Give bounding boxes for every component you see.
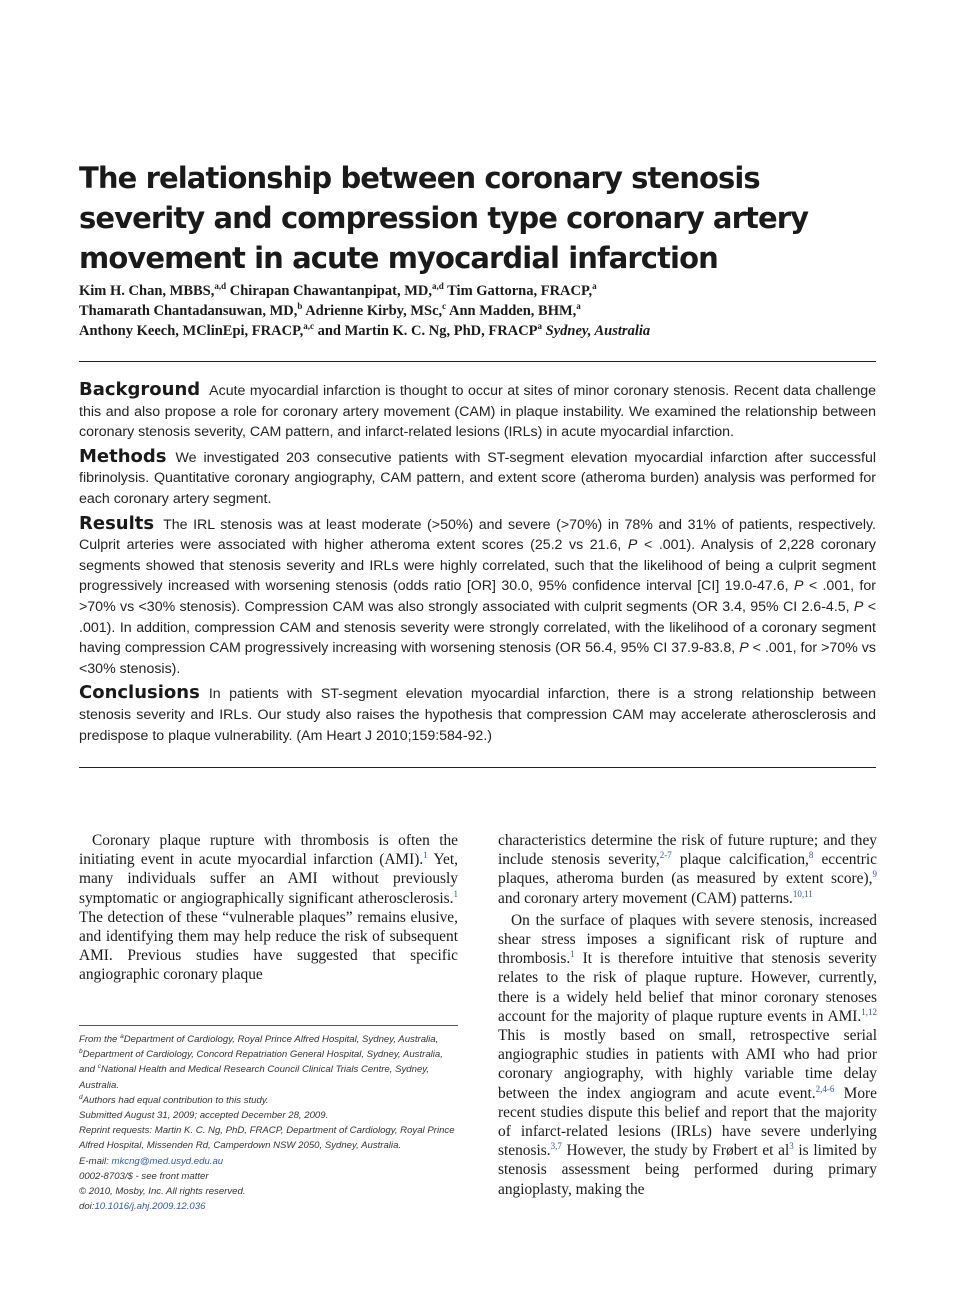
affiliation-mark: b: [297, 301, 303, 312]
affiliation-mark: c: [97, 1063, 101, 1071]
footnote-rule: [79, 1025, 458, 1026]
abstract-bottom-rule: [79, 767, 876, 768]
body-column-right: [498, 831, 877, 1199]
issn-note: 0002-8703/$ - see front matter: [79, 1170, 209, 1182]
reprint-note: Reprint requests: Martin K. C. Ng, PhD, FRACP, Department of Cardiology, Royal Prince Alfred Hospital, Missenden Rd, Camperdown NSW 2050, Sydney, Australia.: [79, 1125, 455, 1152]
affiliation-mark: a: [592, 281, 597, 292]
citation-link[interactable]: 8: [808, 850, 814, 861]
author-name: Chirapan Chawantanpipat, MD,: [226, 283, 432, 299]
body-column-left: [79, 831, 458, 985]
doi-link[interactable]: 10.1016/j.ahj.2009.12.036: [94, 1201, 206, 1213]
body-text: and coronary artery movement (CAM) patterns.: [498, 889, 793, 907]
author-name: Thamarath Chantadansuwan, MD,: [79, 303, 298, 319]
author-name: Kim H. Chan, MBBS,: [79, 283, 215, 299]
footnote-text: E-mail:: [79, 1155, 112, 1167]
footnote-text: Department of Cardiology, Concord Repatriation General Hospital, Sydney, Australia, and: [79, 1049, 443, 1076]
citation-link[interactable]: 1,12: [861, 1006, 877, 1017]
abstract-text: < .001, for >70% vs <30% stenosis).: [79, 640, 876, 677]
footnote-text: doi:: [79, 1201, 95, 1213]
author-name: Tim Gattorna, FRACP,: [443, 283, 593, 299]
abstract-results: [79, 514, 876, 680]
footnote-text: National Health and Medical Research Council Clinical Trials Centre, Sydney, Australia.: [79, 1064, 430, 1091]
author-list: [79, 281, 879, 341]
email-note: [79, 1154, 458, 1169]
citation-link[interactable]: 1: [453, 888, 458, 899]
affiliation-mark: a,c: [303, 321, 314, 332]
abstract: [79, 380, 876, 750]
body-text: eccentric plaques, atheroma burden (as measured by extent score),: [498, 851, 877, 888]
citation-link[interactable]: 3: [789, 1141, 794, 1152]
body-text: Yet, many individuals suffer an AMI without previously symptomatic or angiographically significant atherosclerosis.: [79, 851, 458, 907]
abstract-text: Acute myocardial infarction is thought to occur at sites of minor coronary stenosis. Recent data challenge this and also propose a role for coronary artery movement (CAM) in plaque instability. We examined the relationship between coronary stenosis severity, CAM pattern, and infarct-related lesions (IRLs) in acute myocardial infarction.: [79, 383, 876, 441]
affiliation-mark: a: [120, 1032, 124, 1040]
abstract-text: In patients with ST-segment elevation myocardial infarction, there is a strong relationship between stenosis severity and IRLs. Our study also raises the hypothesis that compression CAM may accelerate atherosclerosis and predispose to plaque vulnerability. (Am Heart J 2010;159:584-92.): [79, 686, 876, 744]
footnote-text: Department of Cardiology, Royal Prince Alfred Hospital, Sydney, Australia,: [123, 1034, 439, 1045]
author-name: Ann Madden, BHM,: [446, 303, 577, 319]
submission-note: Submitted August 31, 2009; accepted December 28, 2009.: [79, 1110, 329, 1122]
body-paragraph: [79, 831, 458, 985]
body-text: It is therefore intuitive that stenosis severity relates to the risk of plaque rupture. However, currently, there is a widely held belief that minor coronary stenoses account for the majority of plaque rupture events in AMI.: [498, 950, 877, 1025]
abstract-methods: [79, 447, 876, 510]
affiliation-mark: a,d: [432, 281, 444, 292]
body-text: Coronary plaque rupture with thrombosis is often the initiating event in acute myocardial infarction (AMI).: [79, 832, 458, 869]
contribution-note: [79, 1093, 458, 1108]
affiliation-mark: a: [537, 321, 543, 332]
citation-link[interactable]: 2-7: [659, 850, 672, 861]
body-paragraph: [498, 911, 877, 1199]
body-text: On the surface of plaques with severe stenosis, increased shear stress imposes a significant risk of rupture and thrombosis.: [498, 911, 877, 968]
footnote-text: Authors had equal contribution to this study.: [82, 1094, 269, 1106]
citation-link[interactable]: 10,11: [792, 888, 813, 899]
abstract-conclusions: [79, 683, 876, 746]
citation-link[interactable]: 3,7: [550, 1141, 562, 1152]
affiliations-note: [79, 1032, 458, 1093]
citation-link[interactable]: 9: [872, 869, 877, 880]
p-value-symbol: P: [627, 537, 638, 554]
author-name: Anthony Keech, MClinEpi, FRACP,: [79, 323, 304, 339]
author-name: Adrienne Kirby, MSc,: [302, 303, 443, 319]
body-text: characteristics determine the risk of future rupture; and they include stenosis severity,: [498, 832, 877, 869]
abstract-text: < .001). In addition, compression CAM and stenosis severity were strongly correlated, with the likelihood of a coronary segment having compression CAM progressively increasing with worsening stenosis (OR 56.4, 95% CI 37.9-83.8,: [79, 598, 877, 657]
abstract-text: < .001). Analysis of 2,228 coronary segments showed that stenosis severity and IRLs were highly correlated, such that the likelihood of being a culprit segment progressively increased with worsening stenosis (odds ratio [OR] 30.0, 95% confidence interval [CI] 19.0-47.6,: [79, 537, 876, 595]
abstract-text: < .001, for >70% vs <30% stenosis). Compression CAM was also strongly associated with culprit segments (OR 3.4, 95% CI 2.6-4.5,: [79, 578, 876, 615]
abstract-background: [79, 380, 876, 443]
article-title: The relationship between coronary stenosis severity and compression type coronary artery movement in acute myocardial infarction: [79, 161, 809, 275]
body-text: The detection of these “vulnerable plaques” remains elusive, and identifying them may help reduce the risk of subsequent AMI. Previous studies have suggested that specific angiographic coronary plaque: [79, 908, 458, 984]
affiliation-mark: a: [576, 301, 581, 312]
p-value-symbol: P: [793, 578, 804, 595]
affiliation-mark: a,d: [214, 281, 227, 292]
affiliation-mark: d: [79, 1093, 83, 1101]
author-line: [79, 301, 879, 321]
p-value-symbol: P: [853, 598, 864, 615]
doi-note: [79, 1199, 458, 1214]
body-text: is limited by stenosis assessment being performed during primary angioplasty, making the: [498, 1142, 877, 1198]
author-name: and Martin K. C. Ng, PhD, FRACP: [313, 323, 538, 339]
section-heading: Methods: [79, 445, 167, 467]
footnote-text: From the: [79, 1034, 121, 1045]
affiliation-mark: c: [442, 301, 447, 312]
body-text: This is mostly based on small, retrospective serial angiographic studies in patients with AMI who had prior coronary angiography, with highly variable time delay between the index angiogram and acute event.: [498, 1027, 877, 1102]
abstract-text: The IRL stenosis was at least moderate (>50%) and severe (>70%) in 78% and 31% of patients, respectively. Culprit arteries were associated with higher atheroma extent scores (25.2 vs 21.6,: [79, 516, 876, 554]
affiliation-mark: b: [79, 1048, 83, 1056]
email-link[interactable]: mkcng@med.usyd.edu.au: [111, 1155, 224, 1167]
abstract-top-rule: [79, 361, 876, 362]
citation-link[interactable]: 1: [570, 949, 575, 960]
body-text: plaque calcification,: [671, 851, 809, 869]
section-heading: Background: [79, 379, 201, 400]
section-heading: Conclusions: [79, 682, 200, 704]
body-text: However, the study by Frøbert et al: [561, 1142, 790, 1160]
p-value-symbol: P: [739, 640, 749, 657]
section-heading: Results: [79, 512, 155, 534]
abstract-text: We investigated 203 consecutive patients with ST-segment elevation myocardial infarction after successful fibrinolysis. Quantitative coronary angiography, CAM pattern, and extent score (atheroma burden) analysis was performed for each coronary artery segment.: [79, 449, 876, 507]
author-line: [79, 281, 879, 301]
body-paragraph: [498, 831, 877, 908]
body-text: More recent studies dispute this belief and report that the majority of infarct-related lesions (IRLs) have severe underlying stenosis.: [498, 1084, 877, 1160]
citation-link[interactable]: 1: [423, 850, 428, 861]
author-line: [79, 321, 879, 341]
citation-link[interactable]: 2,4-6: [815, 1083, 835, 1094]
copyright-note: © 2010, Mosby, Inc. All rights reserved.: [79, 1186, 246, 1198]
footnotes: [79, 1032, 458, 1214]
author-location: Sydney, Australia: [542, 323, 651, 339]
